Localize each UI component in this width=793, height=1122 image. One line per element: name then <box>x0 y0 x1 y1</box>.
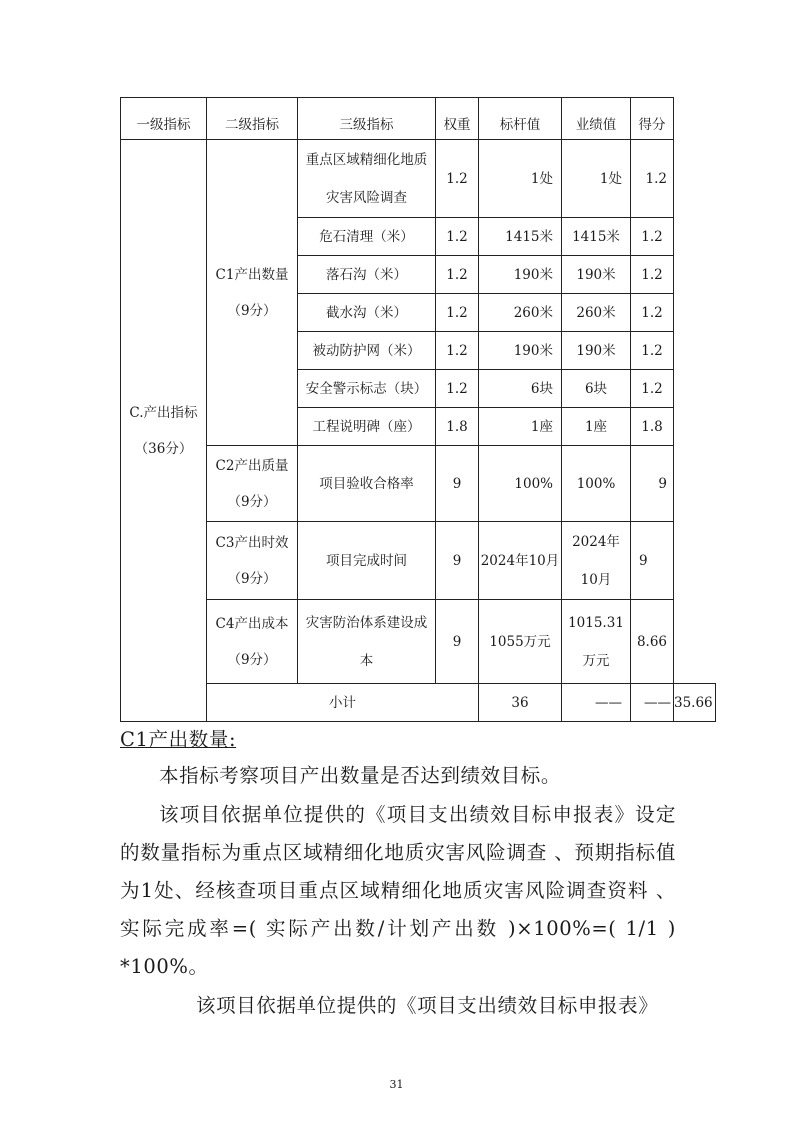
actual-cell: 6块 <box>562 370 631 408</box>
c4-points: （9分） <box>227 651 277 668</box>
header-weight: 权重 <box>436 98 479 140</box>
actual-cell: 260米 <box>562 294 631 332</box>
target-cell: 100% <box>479 446 562 522</box>
subtotal-weight: 36 <box>479 684 562 722</box>
item-cell: 安全警示标志（块） <box>298 370 436 408</box>
weight-cell: 9 <box>436 446 479 522</box>
actual-cell: 2024年10月 <box>562 522 631 600</box>
score-cell: 1.2 <box>631 140 674 218</box>
weight-cell: 1.2 <box>436 218 479 256</box>
actual-cell: 1415米 <box>562 218 631 256</box>
table-row <box>121 522 716 600</box>
weight-cell: 1.2 <box>436 256 479 294</box>
score-cell: 1.2 <box>631 370 674 408</box>
weight-cell: 1.2 <box>436 332 479 370</box>
actual-cell: 100% <box>562 446 631 522</box>
item-cell: 项目完成时间 <box>298 522 436 600</box>
header-level2: 二级指标 <box>207 98 298 140</box>
c2-name: C2产出质量 <box>215 457 289 474</box>
actual-cell: 1处 <box>562 140 631 218</box>
weight-cell: 1.2 <box>436 294 479 332</box>
item-cell: 工程说明碑（座） <box>298 408 436 446</box>
score-cell: 8.66 <box>631 600 674 684</box>
weight-cell: 9 <box>436 600 479 684</box>
c1-heading-colon: : <box>228 728 237 751</box>
level1-name: C.产出指标 <box>129 404 198 421</box>
paragraph-1: 本指标考察项目产出数量是否达到绩效目标。 <box>159 764 562 787</box>
item-cell: 危石清理（米） <box>298 218 436 256</box>
subtotal-label: 小计 <box>207 684 479 722</box>
score-cell: 1.8 <box>631 408 674 446</box>
c4-cell <box>207 600 298 684</box>
table-row <box>121 140 716 218</box>
item-cell: 被动防护网（米） <box>298 332 436 370</box>
header-score: 得分 <box>631 98 674 140</box>
table-row <box>121 600 716 684</box>
c3-cell <box>207 522 298 600</box>
item-cell: 落石沟（米） <box>298 256 436 294</box>
item-cell: 灾害防治体系建设成本 <box>298 600 436 684</box>
target-cell: 1座 <box>479 408 562 446</box>
score-cell: 9 <box>631 446 674 522</box>
page-number: 31 <box>389 1078 404 1091</box>
c1-heading <box>120 721 676 759</box>
target-cell: 260米 <box>479 294 562 332</box>
weight-cell: 1.2 <box>436 370 479 408</box>
header-target: 标杆值 <box>479 98 562 140</box>
table-row <box>121 446 716 522</box>
score-cell: 1.2 <box>631 332 674 370</box>
level1-cell <box>121 140 207 722</box>
level1-points: （36分） <box>134 440 193 457</box>
actual-cell: 1座 <box>562 408 631 446</box>
actual-cell: 190米 <box>562 332 631 370</box>
target-cell: 1415米 <box>479 218 562 256</box>
item-cell: 截水沟（米） <box>298 294 436 332</box>
score-cell: 1.2 <box>631 294 674 332</box>
c3-name: C3产出时效 <box>215 534 289 551</box>
target-cell: 1处 <box>479 140 562 218</box>
target-cell: 6块 <box>479 370 562 408</box>
c1-points: （9分） <box>227 302 277 319</box>
c2-cell <box>207 446 298 522</box>
c2-points: （9分） <box>227 493 277 510</box>
subtotal-score: 35.66 <box>674 684 716 722</box>
c1-heading-text: C1产出数量 <box>120 728 229 751</box>
header-actual: 业绩值 <box>562 98 631 140</box>
performance-table <box>120 97 716 722</box>
actual-cell: 1015.31万元 <box>562 600 631 684</box>
header-level1: 一级指标 <box>121 98 207 140</box>
weight-cell: 1.8 <box>436 408 479 446</box>
item-cell: 重点区域精细化地质灾害风险调查 <box>298 140 436 218</box>
score-cell: 1.2 <box>631 256 674 294</box>
target-cell: 190米 <box>479 332 562 370</box>
c3-points: （9分） <box>227 570 277 587</box>
subtotal-target: —— <box>562 684 631 722</box>
subtotal-row <box>121 684 716 722</box>
table-header-row <box>121 98 716 140</box>
actual-cell: 190米 <box>562 256 631 294</box>
target-cell: 2024年10月 <box>479 522 562 600</box>
item-cell: 项目验收合格率 <box>298 446 436 522</box>
weight-cell: 9 <box>436 522 479 600</box>
weight-cell: 1.2 <box>436 140 479 218</box>
header-level3: 三级指标 <box>298 98 436 140</box>
target-cell: 1055万元 <box>479 600 562 684</box>
c1-name: C1产出数量 <box>215 266 289 283</box>
c1-cell <box>207 140 298 446</box>
c4-name: C4产出成本 <box>215 615 289 632</box>
target-cell: 190米 <box>479 256 562 294</box>
subtotal-actual: —— <box>631 684 674 722</box>
paragraph-2: 该项目依据单位提供的《项目支出绩效目标申报表》设定的数量指标为重点区域精细化地质灾害风险调查 、预期指标值为1处、经核查项目重点区域精细化地质灾害风险调查资料 、实际完成率=( 实际产出数/计划产出数 )×100%=( 1/1 ) *100%。 <box>120 803 676 978</box>
score-cell: 1.2 <box>631 218 674 256</box>
paragraph-3: 该项目依据单位提供的《项目支出绩效目标申报表》 <box>196 994 659 1017</box>
score-cell: 9 <box>631 522 674 600</box>
